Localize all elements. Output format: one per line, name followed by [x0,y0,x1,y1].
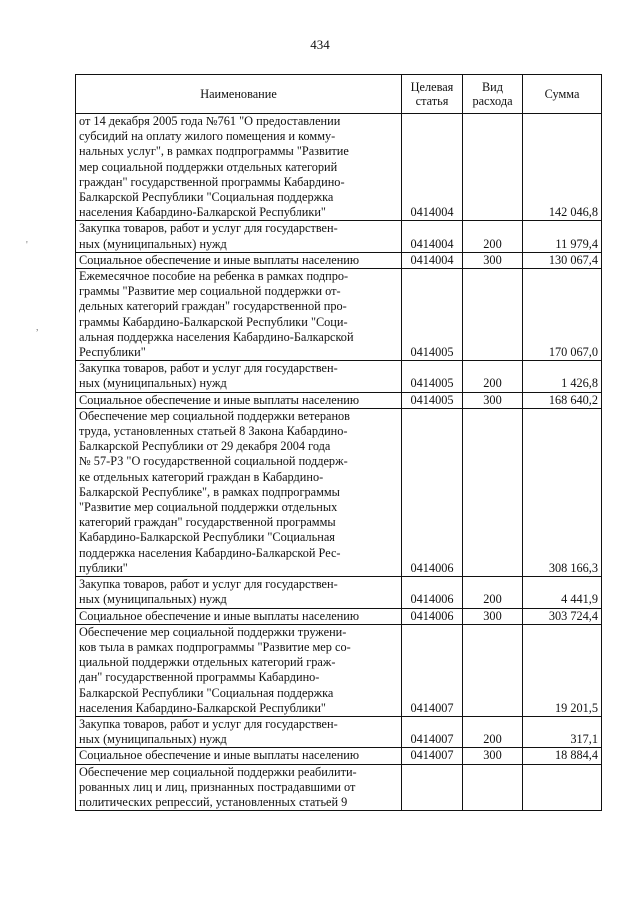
row-sum-cell: 18 884,4 [523,748,602,764]
header-expense-type: Вид расхода [463,75,523,114]
row-name-line: граммы "Развитие мер социальной поддержки от- [79,284,341,299]
row-name-cell [76,716,402,747]
row-name-line: Балкарской Республики от 29 декабря 2004 года [79,439,331,454]
row-name-line: ных (муниципальных) нужд [79,732,227,747]
row-target-article-cell: 0414005 [402,361,463,392]
row-name-line: рованных лиц и лиц, признанных пострадавшими от [79,779,356,794]
row-name-line: категорий граждан" государственной программы [79,515,336,530]
row-target-article-cell: 0414005 [402,269,463,361]
row-name-line: граждан" государственной программы Кабардино- [79,174,345,189]
row-sum-cell: 317,1 [523,716,602,747]
row-name-line: Закупка товаров, работ и услуг для государствен- [79,716,338,731]
row-name-line: ных (муниципальных) нужд [79,376,227,391]
row-name-line: "Развитие мер социальной поддержки отдельных [79,500,338,515]
row-name-line: Социальное обеспечение и иные выплаты населению [79,608,360,623]
row-expense-type-cell: 200 [463,716,523,747]
row-name-line: Социальное обеспечение и иные выплаты населению [79,392,360,407]
row-name-line: ных (муниципальных) нужд [79,592,227,607]
row-name-line: Ежемесячное пособие на ребенка в рамках подпро- [79,269,349,284]
row-expense-type-cell [463,269,523,361]
table-row [76,624,602,716]
row-target-article-cell: 0414004 [402,252,463,268]
row-name-line: нальных услуг", в рамках подпрограммы "Развитие [79,144,349,159]
row-name-line: поддержка населения Кабардино-Балкарской Рес- [79,545,341,560]
row-expense-type-cell: 200 [463,361,523,392]
row-expense-type-cell: 200 [463,577,523,608]
row-name-cell [76,408,402,576]
row-sum-cell: 19 201,5 [523,624,602,716]
row-expense-type-cell: 300 [463,748,523,764]
row-name-line: дельных категорий граждан" государственной про- [79,299,347,314]
row-name-line: Балкарской Республики "Социальная поддержка [79,685,334,700]
row-target-article-cell: 0414007 [402,716,463,747]
row-name-cell [76,608,402,624]
row-name-cell [76,361,402,392]
row-expense-type-cell [463,764,523,811]
row-name-line: Социальное обеспечение и иные выплаты населению [79,252,360,267]
header-target-article: Целевая статья [402,75,463,114]
row-name-cell [76,577,402,608]
row-target-article-cell: 0414004 [402,114,463,221]
table-body [76,114,602,811]
table-row [76,361,602,392]
row-name-line: Обеспечение мер социальной поддержки ветеранов [79,408,350,423]
table-row [76,269,602,361]
row-sum-cell: 308 166,3 [523,408,602,576]
margin-mark: ' [26,240,28,251]
row-expense-type-cell [463,624,523,716]
row-target-article-cell: 0414005 [402,392,463,408]
row-name-line: циальной поддержки отдельных категорий граж- [79,655,336,670]
row-name-cell [76,624,402,716]
row-name-line: Социальное обеспечение и иные выплаты населению [79,748,360,763]
row-name-line: Балкарской Республики "Социальная поддержка [79,190,334,205]
row-name-line: Закупка товаров, работ и услуг для государствен- [79,577,338,592]
row-name-line: № 57-РЗ "О государственной социальной поддерж- [79,454,348,469]
row-expense-type-cell: 300 [463,608,523,624]
row-name-line: политических репрессий, установленных статьей 9 [79,794,348,809]
row-sum-cell: 4 441,9 [523,577,602,608]
row-name-line: труда, установленных статьей 8 Закона Кабардино- [79,424,348,439]
row-expense-type-cell [463,114,523,221]
row-name-line: ных (муниципальных) нужд [79,236,227,251]
row-target-article-cell [402,764,463,811]
row-target-article-cell: 0414007 [402,748,463,764]
table-row [76,408,602,576]
row-name-line: Закупка товаров, работ и услуг для государствен- [79,221,338,236]
table-row [76,114,602,221]
row-name-line: мер социальной поддержки отдельных категорий [79,159,338,174]
row-target-article-cell: 0414006 [402,577,463,608]
row-sum-cell: 1 426,8 [523,361,602,392]
row-expense-type-cell: 300 [463,392,523,408]
row-name-cell [76,269,402,361]
row-target-article-cell: 0414004 [402,221,463,252]
row-name-cell [76,392,402,408]
row-name-line: Республики" [79,345,146,360]
row-name-line: Балкарской Республике", в рамках подпрограммы [79,484,340,499]
row-name-cell [76,114,402,221]
table-header-row [76,75,602,114]
row-target-article-cell: 0414006 [402,408,463,576]
budget-table [75,74,602,811]
row-name-line: населения Кабардино-Балкарской Республики" [79,205,326,220]
row-sum-cell [523,764,602,811]
row-name-line: дан" государственной программы Кабардино- [79,670,320,685]
table-row [76,221,602,252]
row-name-line: населения Кабардино-Балкарской Республики" [79,700,326,715]
table-row [76,608,602,624]
row-name-line: субсидий на оплату жилого помещения и комму- [79,129,336,144]
header-name: Наименование [76,75,402,114]
table-row [76,577,602,608]
row-sum-cell: 142 046,8 [523,114,602,221]
row-sum-cell: 303 724,4 [523,608,602,624]
row-sum-cell: 168 640,2 [523,392,602,408]
row-name-cell [76,221,402,252]
row-name-cell [76,252,402,268]
row-name-line: альная поддержка населения Кабардино-Балкарской [79,329,354,344]
header-sum: Сумма [523,75,602,114]
row-name-cell [76,764,402,811]
table-row [76,764,602,811]
table-row [76,748,602,764]
table-row [76,392,602,408]
row-sum-cell: 11 979,4 [523,221,602,252]
row-name-line: граммы Кабардино-Балкарской Республики "Соци- [79,314,348,329]
row-target-article-cell: 0414006 [402,608,463,624]
table-row [76,252,602,268]
row-name-line: Обеспечение мер социальной поддержки реабилити- [79,764,357,779]
row-sum-cell: 170 067,0 [523,269,602,361]
row-name-line: ков тыла в рамках подпрограммы "Развитие мер со- [79,639,351,654]
row-expense-type-cell: 300 [463,252,523,268]
row-expense-type-cell [463,408,523,576]
row-name-line: публики" [79,560,128,575]
page-number: 434 [310,37,330,52]
row-target-article-cell: 0414007 [402,624,463,716]
row-name-line: Обеспечение мер социальной поддержки тружени- [79,624,347,639]
row-sum-cell: 130 067,4 [523,252,602,268]
table-row [76,716,602,747]
row-expense-type-cell: 200 [463,221,523,252]
row-name-line: ке отдельных категорий граждан в Кабардино- [79,469,324,484]
margin-mark: , [36,322,39,333]
row-name-line: Закупка товаров, работ и услуг для государствен- [79,361,338,376]
row-name-line: Кабардино-Балкарской Республики "Социальная [79,530,335,545]
row-name-line: от 14 декабря 2005 года №761 "О предоставлении [79,114,341,128]
row-name-cell [76,748,402,764]
